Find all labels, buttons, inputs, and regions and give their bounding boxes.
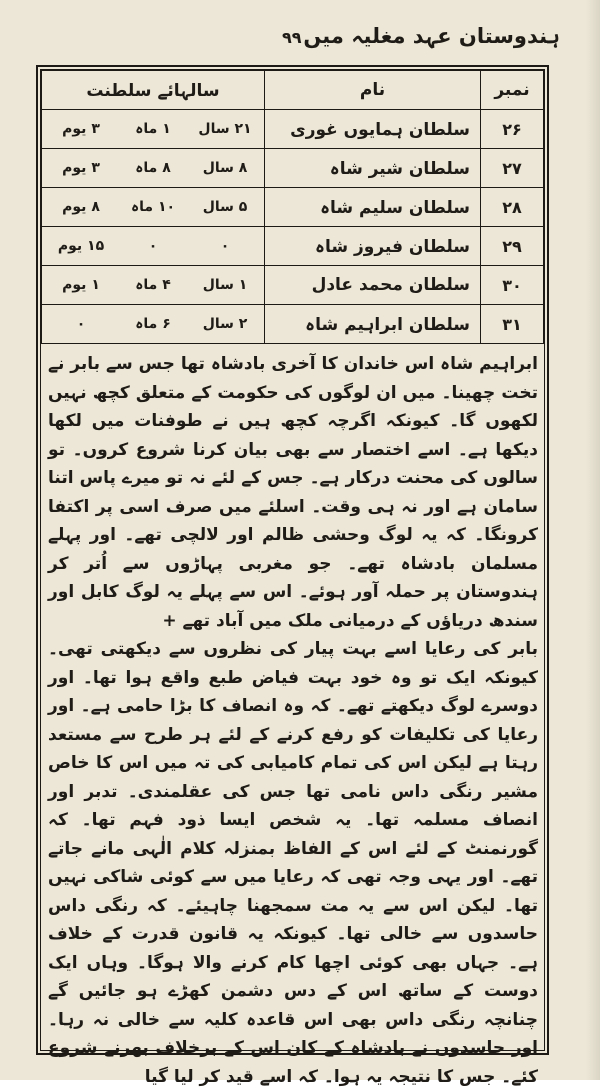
table-row [42, 110, 544, 149]
paragraph-ibrahim-shah: ابراہیم شاہ اس خاندان کا آخری بادشاہ تھا جس سے بابر نے تخت چھینا۔ میں ان لوگوں کی حکومت کے متعلق کچھ نہیں لکھوں گا۔ کیونکہ اگرچہ کچھ ہیں نے طوفنات میں لکھا دیکھا ہے۔ اسے اختصار سے بھی بیان کرنا شروع کروں۔ تو سالوں کی محنت درکار ہے۔ جس کے لئے نہ تو میرے پاس اتنا سامان ہے اور نہ ہی وقت۔ اسلئے میں صرف اسی پر اکتفا کرونگا۔ کہ یہ لوگ وحشی ظالم اور لالچی تھے۔ اور پہلے مسلمان بادشاہ تھے۔ جو مغربی پہاڑوں سے اُتر کر ہندوستان پر حملہ آور ہوئے۔ اس سے پہلے یہ لوگ کابل اور سندھ دریاؤں کے درمیانی ملک میں آباد تھے + [48, 354, 538, 631]
reign-duration [42, 266, 265, 305]
reign-days: ۳ یوم [62, 160, 100, 176]
reign-years: ۸ سال [202, 160, 248, 176]
row-number: ۲۶ [481, 110, 544, 149]
ruler-name: سلطان سلیم شاہ [265, 188, 481, 227]
page-number: ۹۹ [282, 28, 302, 47]
row-number: ۳۰ [481, 266, 544, 305]
row-number: ۲۷ [481, 149, 544, 188]
reign-years: ۱ سال [202, 277, 248, 293]
table-row [42, 188, 544, 227]
header-name: نام [265, 71, 481, 110]
row-number: ۲۸ [481, 188, 544, 227]
ruler-name: سلطان ابراہیم شاہ [265, 305, 481, 344]
table-row [42, 266, 544, 305]
table-row [42, 149, 544, 188]
reign-months: ۴ ماہ [135, 277, 171, 293]
reign-months: ۸ ماہ [135, 160, 171, 176]
ruler-name: سلطان ہمایوں غوری [265, 110, 481, 149]
reign-days: ۱ یوم [62, 277, 100, 293]
reign-months: ۰ [148, 238, 158, 254]
page-header [40, 22, 560, 62]
reign-months: ۶ ماہ [135, 316, 171, 332]
reign-years: ۵ سال [202, 199, 248, 215]
reign-duration [42, 227, 265, 266]
ruler-name: سلطان شیر شاہ [265, 149, 481, 188]
table-row [42, 305, 544, 344]
running-title: ہندوستان عہد مغلیہ میں [303, 24, 560, 48]
reign-years: ۲۱ سال [198, 121, 252, 137]
reign-months: ۱۰ ماہ [130, 199, 176, 215]
reign-duration [42, 188, 265, 227]
ruler-name: سلطان فیروز شاہ [265, 227, 481, 266]
reign-years: ۲ سال [202, 316, 248, 332]
reign-days: ۳ یوم [62, 121, 100, 137]
reign-days: ۱۵ یوم [57, 238, 105, 254]
ruler-name: سلطان محمد عادل [265, 266, 481, 305]
paragraph-babur-rangi-das: بابر کی رعایا اسے بہت پیار کی نظروں سے دیکھتی تھی۔ کیونکہ ایک تو وہ خود بہت فیاض طبع واقع ہوا تھا۔ اور دوسرے لوگ دیکھتے تھے۔ کہ وہ انصاف کا بڑا حامی ہے۔ اور رعایا کی تکلیفات کو رفع کرنے کے لئے ہر طرح سے مستعد رہتا ہے لیکن اس کی تمام کامیابی کی تہ میں اس کا خاص مشیر رنگی داس نامی تھا جس کی عقلمندی۔ تدبر اور انصاف مسلمہ تھا۔ یہ شخص ایسا ذود فہم تھا۔ کہ گورنمنٹ کے لئے اس کے الفاظ بمنزلہ کلام الٰہی مانے جاتے تھے۔ اور یہی وجہ تھی کہ رعایا میں سے کوئی شاکی نہیں تھا۔ لیکن اس سے یہ مت سمجھنا چاہیئے۔ کہ رنگی داس حاسدوں سے خالی تھا۔ کیونکہ یہ قانون قدرت کے خلاف ہے۔ جہاں بھی کوئی اچھا کام کرنے والا ہوگا۔ وہاں ایک دوست کے ساتھ اس کے دس دشمن کھڑے ہو جائیں گے چنانچہ رنگی داس بھی اس قاعدہ کلیہ سے خالی نہ رہا۔ اور حاسدوں نے بادشاہ کے کان اس کے برخلاف بھرنے شروع کئے۔ جس کا نتیجہ یہ ہوا۔ کہ اسے قید کر لیا گیا [48, 639, 538, 1087]
reign-months: ۱ ماہ [135, 121, 171, 137]
table-header-row [42, 71, 544, 110]
reign-duration [42, 110, 265, 149]
header-reign: سالہائے سلطنت [42, 71, 265, 110]
body-text [48, 350, 538, 1091]
reign-duration [42, 305, 265, 344]
reign-days: ۸ یوم [62, 199, 100, 215]
row-number: ۳۱ [481, 305, 544, 344]
sultans-table [41, 70, 544, 344]
row-number: ۲۹ [481, 227, 544, 266]
reign-days: ۰ [76, 316, 86, 332]
header-number: نمبر [481, 71, 544, 110]
reign-years: ۰ [220, 238, 230, 254]
table-row [42, 227, 544, 266]
reign-duration [42, 149, 265, 188]
